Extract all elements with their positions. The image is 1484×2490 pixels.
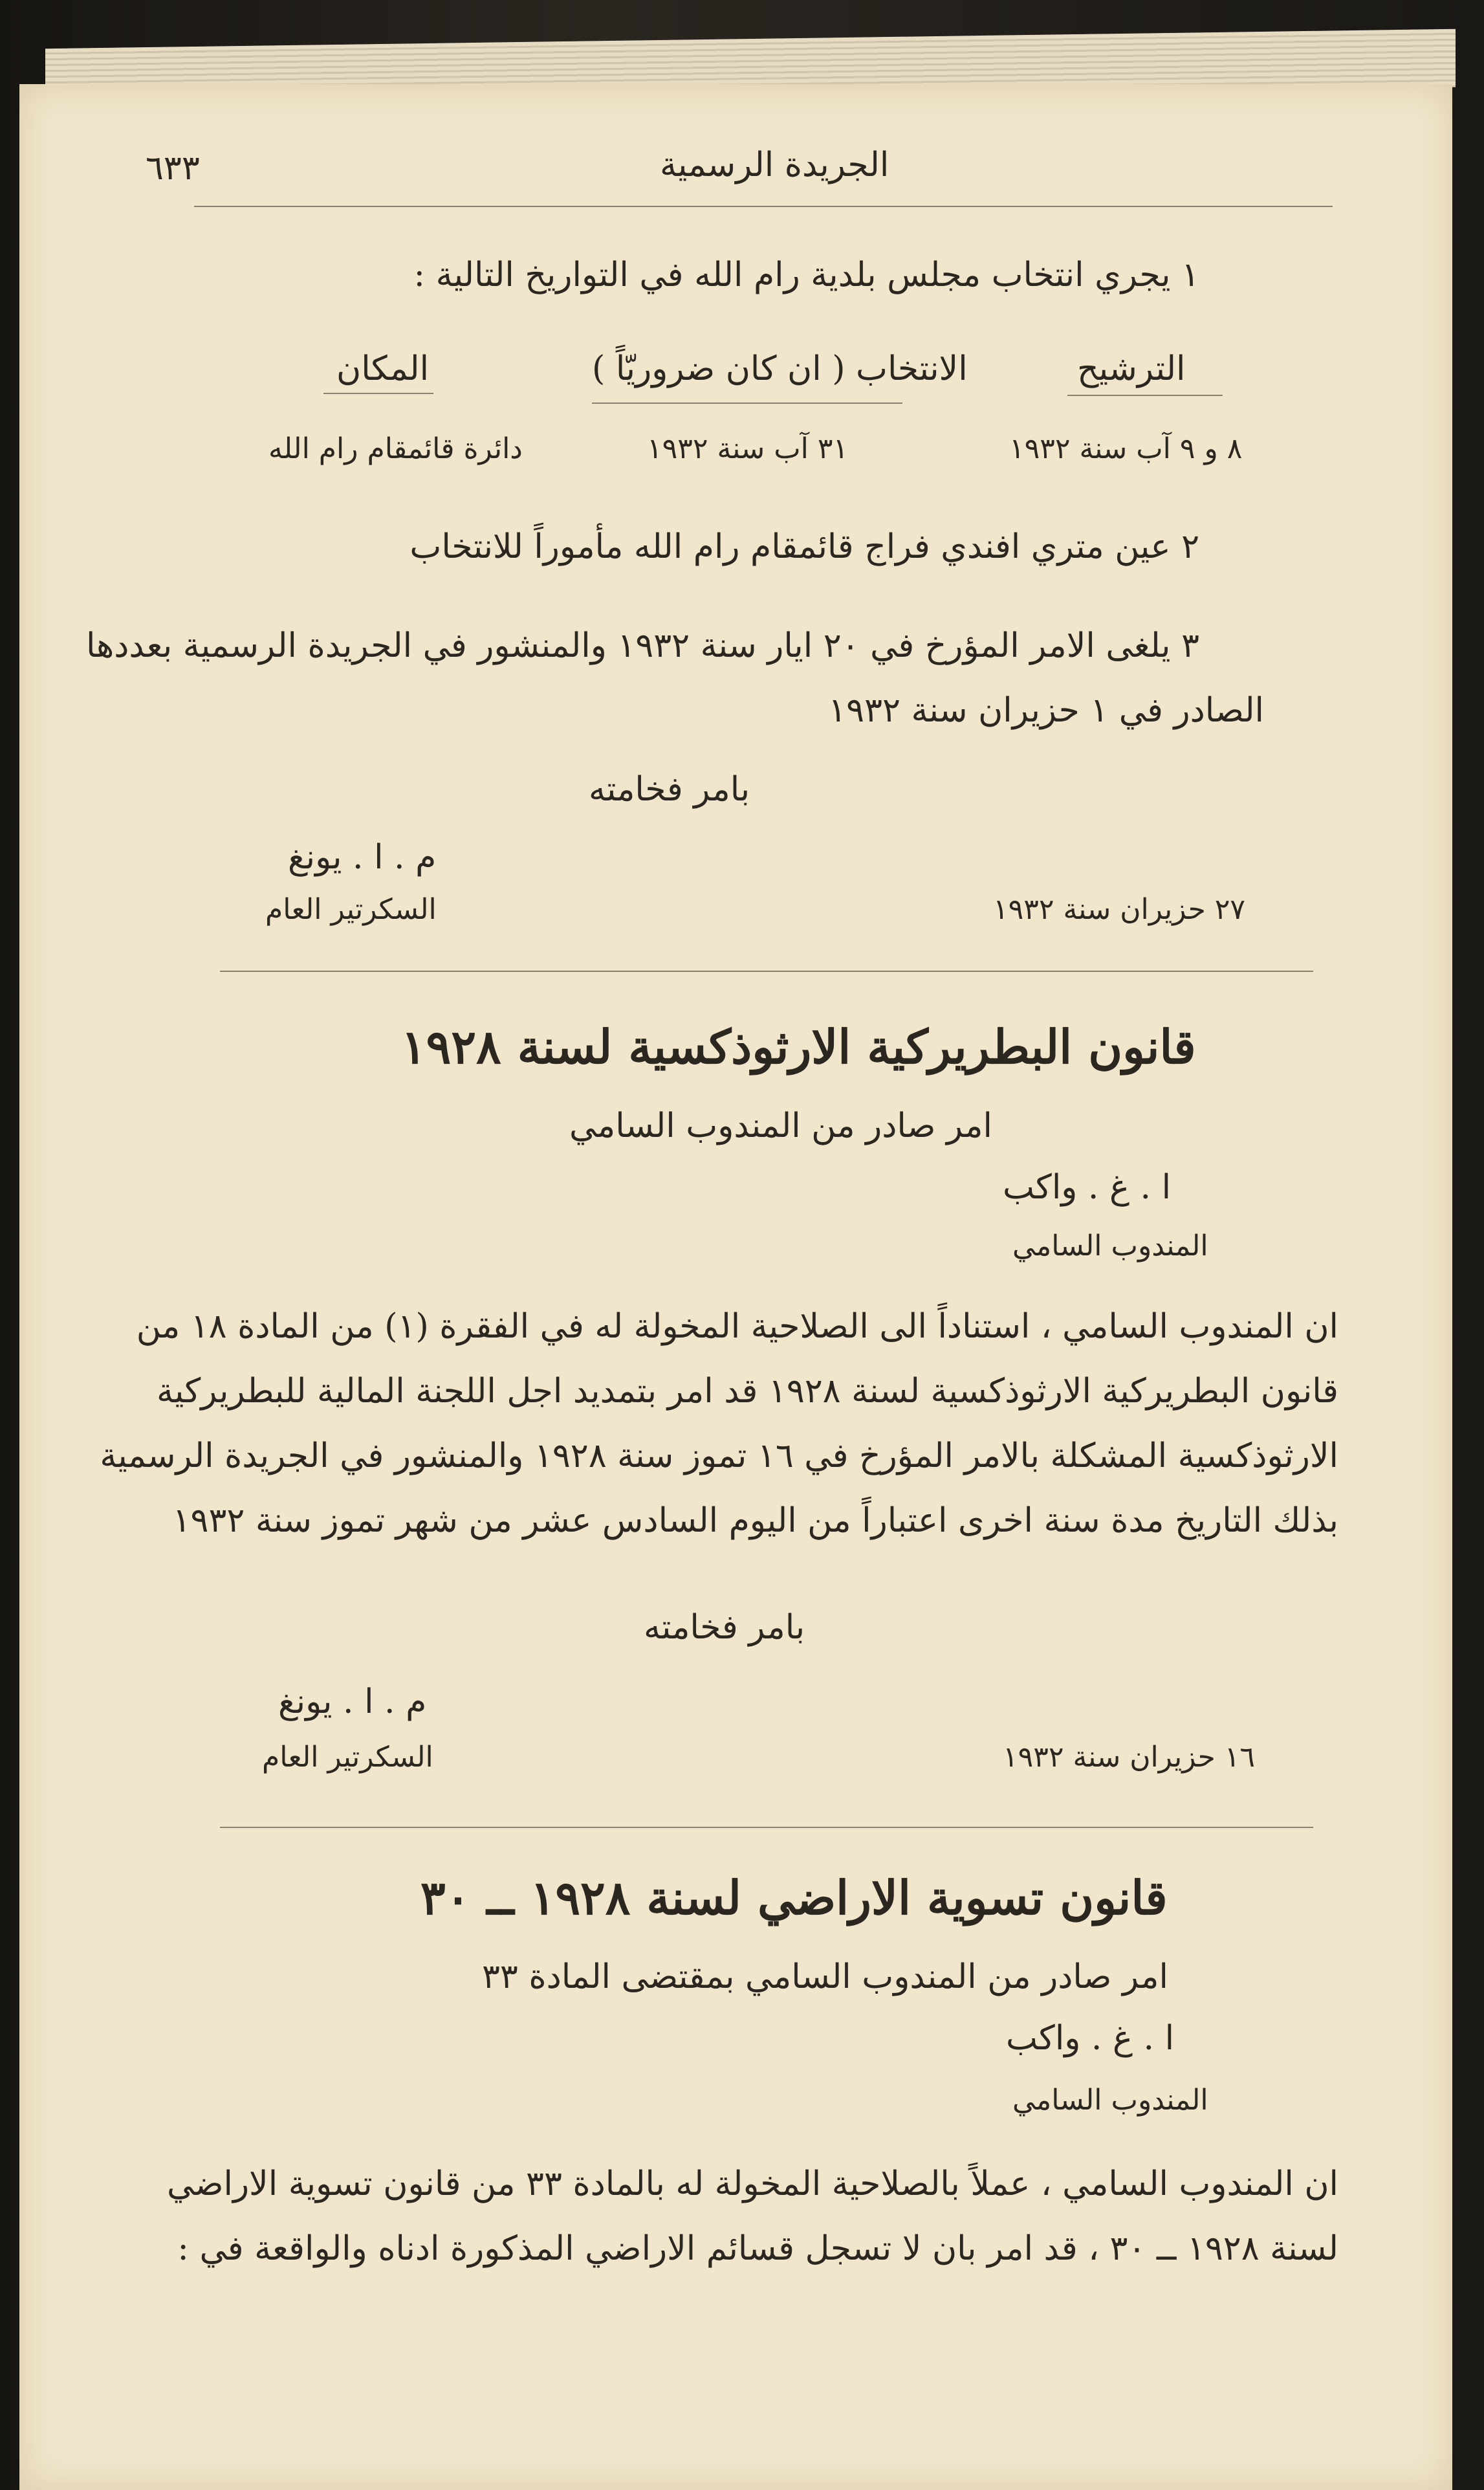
election-item-2: ٢ عين متري افندي فراج قائمقام رام الله مأموراً للانتخاب xyxy=(409,527,1199,566)
signer-title: السكرتير العام xyxy=(262,1741,433,1774)
column-place: المكان xyxy=(336,349,430,388)
page-number: ٦٣٣ xyxy=(146,149,200,188)
election-item-3-line-2: الصادر في ١ حزيران سنة ١٩٣٢ xyxy=(828,691,1264,730)
row-election-place: دائرة قائمقام رام الله xyxy=(268,432,523,465)
section-title: قانون البطريركية الارثوذكسية لسنة ١٩٢٨ xyxy=(401,1019,1196,1074)
section-subtitle: امر صادر من المندوب السامي بمقتضى المادة ٣٣ xyxy=(482,1957,1168,1996)
election-item-3-line-1: ٣ يلغى الامر المؤرخ في ٢٠ ايار سنة ١٩٣٢ والمنشور في الجريدة الرسمية بعددها xyxy=(85,626,1199,665)
section-divider xyxy=(220,971,1313,972)
body-line: لسنة ١٩٢٨ ــ ٣٠ ، قد امر بان لا تسجل قسائم الاراضي المذكورة ادناه والواقعة في : xyxy=(177,2229,1338,2268)
signer-name: م . ا . يونغ xyxy=(278,1682,427,1721)
body-line: الارثوذكسية المشكلة بالامر المؤرخ في ١٦ تموز سنة ١٩٢٨ والمنشور في الجريدة الرسمية xyxy=(100,1437,1338,1475)
signer-title: السكرتير العام xyxy=(265,893,437,926)
commissioner-title: المندوب السامي xyxy=(1012,2084,1208,2117)
commissioner-name: ا . غ . واكب xyxy=(1003,1168,1172,1207)
body-line: ان المندوب السامي ، استناداً الى الصلاحية المخولة له في الفقرة (١) من المادة ١٨ من xyxy=(136,1307,1338,1346)
order-date: ١٦ حزيران سنة ١٩٣٢ xyxy=(1003,1741,1256,1774)
election-item-1: ١ يجري انتخاب مجلس بلدية رام الله في التواريخ التالية : xyxy=(413,256,1199,294)
section-subtitle: امر صادر من المندوب السامي xyxy=(569,1107,992,1145)
running-head-title: الجريدة الرسمية xyxy=(660,146,889,184)
header-rule xyxy=(194,206,1333,207)
column-place-rule xyxy=(323,393,433,394)
body-line: ان المندوب السامي ، عملاً بالصلاحية المخولة له بالمادة ٣٣ من قانون تسوية الاراضي xyxy=(167,2165,1338,2203)
commissioner-name: ا . غ . واكب xyxy=(1006,2019,1175,2058)
by-order-of-excellency: بامر فخامته xyxy=(589,770,750,809)
body-line: بذلك التاريخ مدة سنة اخرى اعتباراً من اليوم السادس عشر من شهر تموز سنة ١٩٣٢ xyxy=(172,1501,1338,1540)
column-election-rule xyxy=(592,402,902,404)
order-date: ٢٧ حزيران سنة ١٩٣٢ xyxy=(993,893,1246,926)
section-title: قانون تسوية الاراضي لسنة ١٩٢٨ ــ ٣٠ xyxy=(420,1870,1168,1925)
column-nomination-rule xyxy=(1067,395,1223,396)
signer-name: م . ا . يونغ xyxy=(288,838,437,877)
commissioner-title: المندوب السامي xyxy=(1012,1229,1208,1262)
by-order-of-excellency: بامر فخامته xyxy=(644,1608,805,1647)
body-line: قانون البطريركية الارثوذكسية لسنة ١٩٢٨ قد امر بتمديد اجل اللجنة المالية للبطريركية xyxy=(156,1372,1338,1411)
column-nomination: الترشيح xyxy=(1077,349,1186,388)
row-election-date: ٣١ آب سنة ١٩٣٢ xyxy=(647,432,849,465)
column-election: الانتخاب ( ان كان ضروريّاً ) xyxy=(592,349,968,388)
section-divider xyxy=(220,1827,1313,1828)
row-nomination-date: ٨ و ٩ آب سنة ١٩٣٢ xyxy=(1009,432,1243,465)
